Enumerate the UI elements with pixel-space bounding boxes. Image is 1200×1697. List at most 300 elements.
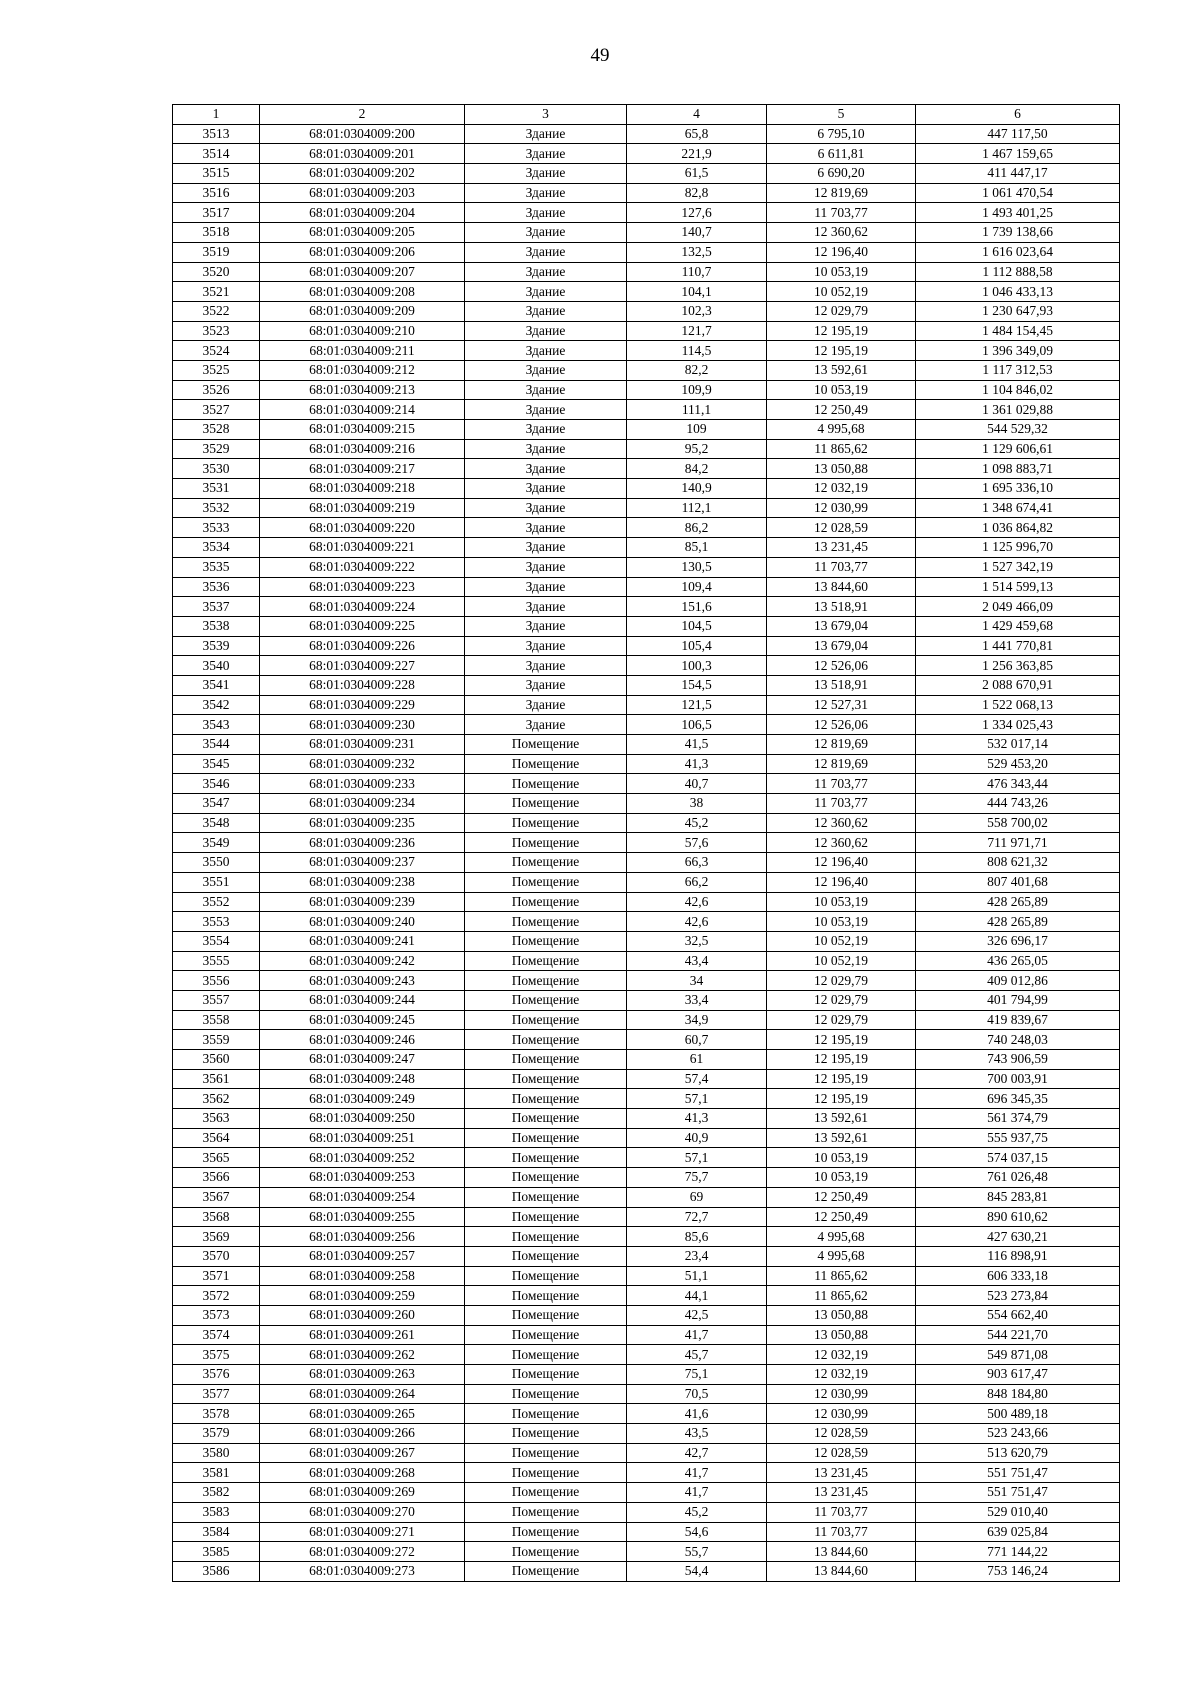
table-row — [173, 439, 1120, 459]
row-number-cell: 3563 — [173, 1109, 260, 1129]
table-row — [173, 341, 1120, 361]
cadastral-value-cell: 1 396 349,09 — [916, 341, 1120, 361]
object-type-cell: Помещение — [465, 1246, 627, 1266]
cadastral-value-cell: 523 273,84 — [916, 1286, 1120, 1306]
cadastral-number-cell: 68:01:0304009:240 — [260, 912, 465, 932]
specific-value-cell: 12 360,62 — [767, 833, 916, 853]
cadastral-value-cell: 1 046 433,13 — [916, 282, 1120, 302]
object-type-cell: Помещение — [465, 1443, 627, 1463]
row-number-cell: 3555 — [173, 951, 260, 971]
object-type-cell: Здание — [465, 203, 627, 223]
object-type-cell: Помещение — [465, 1424, 627, 1444]
object-type-cell: Помещение — [465, 872, 627, 892]
object-type-cell: Помещение — [465, 1305, 627, 1325]
cadastral-number-cell: 68:01:0304009:222 — [260, 557, 465, 577]
area-cell: 69 — [627, 1187, 767, 1207]
row-number-cell: 3539 — [173, 636, 260, 656]
cadastral-number-cell: 68:01:0304009:235 — [260, 813, 465, 833]
specific-value-cell: 13 231,45 — [767, 1483, 916, 1503]
area-cell: 75,7 — [627, 1168, 767, 1188]
object-type-cell: Помещение — [465, 1365, 627, 1385]
table-row — [173, 459, 1120, 479]
row-number-cell: 3528 — [173, 420, 260, 440]
row-number-cell: 3583 — [173, 1502, 260, 1522]
row-number-cell: 3566 — [173, 1168, 260, 1188]
row-number-cell: 3547 — [173, 794, 260, 814]
cadastral-number-cell: 68:01:0304009:211 — [260, 341, 465, 361]
table-row — [173, 420, 1120, 440]
cadastral-value-cell: 529 010,40 — [916, 1502, 1120, 1522]
table-row — [173, 656, 1120, 676]
row-number-cell: 3527 — [173, 400, 260, 420]
specific-value-cell: 10 052,19 — [767, 282, 916, 302]
row-number-cell: 3514 — [173, 144, 260, 164]
cadastral-number-cell: 68:01:0304009:256 — [260, 1227, 465, 1247]
area-cell: 75,1 — [627, 1365, 767, 1385]
specific-value-cell: 12 819,69 — [767, 754, 916, 774]
specific-value-cell: 12 250,49 — [767, 1207, 916, 1227]
table-row — [173, 794, 1120, 814]
object-type-cell: Помещение — [465, 951, 627, 971]
specific-value-cell: 13 592,61 — [767, 1109, 916, 1129]
object-type-cell: Помещение — [465, 1109, 627, 1129]
specific-value-cell: 11 865,62 — [767, 1266, 916, 1286]
cadastral-value-cell: 561 374,79 — [916, 1109, 1120, 1129]
cadastral-value-cell: 551 751,47 — [916, 1483, 1120, 1503]
specific-value-cell: 11 865,62 — [767, 1286, 916, 1306]
object-type-cell: Помещение — [465, 1502, 627, 1522]
cadastral-value-cell: 1 334 025,43 — [916, 715, 1120, 735]
row-number-cell: 3538 — [173, 616, 260, 636]
area-cell: 41,6 — [627, 1404, 767, 1424]
cadastral-value-cell: 436 265,05 — [916, 951, 1120, 971]
cadastral-value-cell: 1 616 023,64 — [916, 242, 1120, 262]
cadastral-number-cell: 68:01:0304009:220 — [260, 518, 465, 538]
object-type-cell: Здание — [465, 656, 627, 676]
specific-value-cell: 6 611,81 — [767, 144, 916, 164]
object-type-cell: Помещение — [465, 1069, 627, 1089]
cadastral-value-cell: 523 243,66 — [916, 1424, 1120, 1444]
object-type-cell: Здание — [465, 282, 627, 302]
cadastral-value-cell: 1 493 401,25 — [916, 203, 1120, 223]
specific-value-cell: 10 053,19 — [767, 892, 916, 912]
row-number-cell: 3541 — [173, 675, 260, 695]
object-type-cell: Помещение — [465, 1522, 627, 1542]
row-number-cell: 3548 — [173, 813, 260, 833]
cadastral-number-cell: 68:01:0304009:269 — [260, 1483, 465, 1503]
area-cell: 95,2 — [627, 439, 767, 459]
cadastral-value-cell: 532 017,14 — [916, 735, 1120, 755]
cadastral-number-cell: 68:01:0304009:268 — [260, 1463, 465, 1483]
cadastral-value-cell: 845 283,81 — [916, 1187, 1120, 1207]
area-cell: 66,3 — [627, 853, 767, 873]
row-number-cell: 3544 — [173, 735, 260, 755]
area-cell: 110,7 — [627, 262, 767, 282]
row-number-cell: 3570 — [173, 1246, 260, 1266]
cadastral-number-cell: 68:01:0304009:258 — [260, 1266, 465, 1286]
area-cell: 41,3 — [627, 754, 767, 774]
cadastral-value-cell: 700 003,91 — [916, 1069, 1120, 1089]
object-type-cell: Здание — [465, 715, 627, 735]
object-type-cell: Помещение — [465, 1325, 627, 1345]
cadastral-number-cell: 68:01:0304009:241 — [260, 931, 465, 951]
object-type-cell: Здание — [465, 341, 627, 361]
table-row — [173, 951, 1120, 971]
object-type-cell: Здание — [465, 439, 627, 459]
area-cell: 85,1 — [627, 538, 767, 558]
cadastral-value-cell: 409 012,86 — [916, 971, 1120, 991]
specific-value-cell: 10 052,19 — [767, 931, 916, 951]
row-number-cell: 3517 — [173, 203, 260, 223]
area-cell: 44,1 — [627, 1286, 767, 1306]
table-row — [173, 715, 1120, 735]
cadastral-number-cell: 68:01:0304009:242 — [260, 951, 465, 971]
area-cell: 41,3 — [627, 1109, 767, 1129]
specific-value-cell: 12 196,40 — [767, 872, 916, 892]
cadastral-number-cell: 68:01:0304009:217 — [260, 459, 465, 479]
cadastral-number-cell: 68:01:0304009:205 — [260, 223, 465, 243]
table-row — [173, 1168, 1120, 1188]
cadastral-value-cell: 890 610,62 — [916, 1207, 1120, 1227]
column-header: 2 — [260, 105, 465, 125]
table-header-row — [173, 105, 1120, 125]
table-body — [173, 124, 1120, 1581]
specific-value-cell: 10 053,19 — [767, 912, 916, 932]
area-cell: 33,4 — [627, 990, 767, 1010]
table-row — [173, 1483, 1120, 1503]
cadastral-value-cell: 1 522 068,13 — [916, 695, 1120, 715]
cadastral-value-cell: 1 429 459,68 — [916, 616, 1120, 636]
table-row — [173, 1522, 1120, 1542]
cadastral-number-cell: 68:01:0304009:272 — [260, 1542, 465, 1562]
row-number-cell: 3524 — [173, 341, 260, 361]
area-cell: 130,5 — [627, 557, 767, 577]
specific-value-cell: 11 703,77 — [767, 203, 916, 223]
table-row — [173, 557, 1120, 577]
cadastral-value-cell: 544 221,70 — [916, 1325, 1120, 1345]
object-type-cell: Здание — [465, 301, 627, 321]
specific-value-cell: 12 032,19 — [767, 479, 916, 499]
object-type-cell: Помещение — [465, 1010, 627, 1030]
object-type-cell: Здание — [465, 262, 627, 282]
cadastral-number-cell: 68:01:0304009:200 — [260, 124, 465, 144]
area-cell: 66,2 — [627, 872, 767, 892]
object-type-cell: Здание — [465, 124, 627, 144]
specific-value-cell: 13 844,60 — [767, 577, 916, 597]
area-cell: 114,5 — [627, 341, 767, 361]
row-number-cell: 3549 — [173, 833, 260, 853]
area-cell: 41,5 — [627, 735, 767, 755]
area-cell: 140,7 — [627, 223, 767, 243]
row-number-cell: 3556 — [173, 971, 260, 991]
specific-value-cell: 4 995,68 — [767, 1227, 916, 1247]
row-number-cell: 3519 — [173, 242, 260, 262]
cadastral-number-cell: 68:01:0304009:262 — [260, 1345, 465, 1365]
column-header: 6 — [916, 105, 1120, 125]
area-cell: 43,5 — [627, 1424, 767, 1444]
table-row — [173, 144, 1120, 164]
row-number-cell: 3551 — [173, 872, 260, 892]
cadastral-number-cell: 68:01:0304009:213 — [260, 380, 465, 400]
specific-value-cell: 13 231,45 — [767, 538, 916, 558]
specific-value-cell: 12 360,62 — [767, 813, 916, 833]
cadastral-number-cell: 68:01:0304009:255 — [260, 1207, 465, 1227]
specific-value-cell: 12 029,79 — [767, 990, 916, 1010]
object-type-cell: Здание — [465, 223, 627, 243]
area-cell: 54,4 — [627, 1561, 767, 1581]
area-cell: 104,5 — [627, 616, 767, 636]
table-row — [173, 321, 1120, 341]
area-cell: 132,5 — [627, 242, 767, 262]
column-header: 4 — [627, 105, 767, 125]
row-number-cell: 3521 — [173, 282, 260, 302]
specific-value-cell: 13 844,60 — [767, 1542, 916, 1562]
area-cell: 100,3 — [627, 656, 767, 676]
table-row — [173, 912, 1120, 932]
area-cell: 43,4 — [627, 951, 767, 971]
object-type-cell: Здание — [465, 164, 627, 184]
specific-value-cell: 13 050,88 — [767, 459, 916, 479]
object-type-cell: Здание — [465, 616, 627, 636]
cadastral-number-cell: 68:01:0304009:263 — [260, 1365, 465, 1385]
area-cell: 127,6 — [627, 203, 767, 223]
cadastral-number-cell: 68:01:0304009:271 — [260, 1522, 465, 1542]
table-row — [173, 931, 1120, 951]
area-cell: 41,7 — [627, 1325, 767, 1345]
specific-value-cell: 6 690,20 — [767, 164, 916, 184]
column-header: 1 — [173, 105, 260, 125]
object-type-cell: Помещение — [465, 774, 627, 794]
area-cell: 34,9 — [627, 1010, 767, 1030]
table-row — [173, 1424, 1120, 1444]
table-row — [173, 1502, 1120, 1522]
page-number: 49 — [590, 45, 610, 66]
cadastral-value-cell: 444 743,26 — [916, 794, 1120, 814]
cadastral-number-cell: 68:01:0304009:254 — [260, 1187, 465, 1207]
table-row — [173, 1010, 1120, 1030]
object-type-cell: Помещение — [465, 1128, 627, 1148]
specific-value-cell: 11 703,77 — [767, 774, 916, 794]
cadastral-number-cell: 68:01:0304009:264 — [260, 1384, 465, 1404]
cadastral-value-cell: 696 345,35 — [916, 1089, 1120, 1109]
cadastral-value-cell: 1 695 336,10 — [916, 479, 1120, 499]
table-row — [173, 301, 1120, 321]
cadastral-value-cell: 574 037,15 — [916, 1148, 1120, 1168]
cadastral-number-cell: 68:01:0304009:270 — [260, 1502, 465, 1522]
cadastral-value-cell: 1 125 996,70 — [916, 538, 1120, 558]
row-number-cell: 3567 — [173, 1187, 260, 1207]
cadastral-number-cell: 68:01:0304009:243 — [260, 971, 465, 991]
row-number-cell: 3533 — [173, 518, 260, 538]
cadastral-value-cell: 1 441 770,81 — [916, 636, 1120, 656]
object-type-cell: Помещение — [465, 1207, 627, 1227]
table-row — [173, 813, 1120, 833]
specific-value-cell: 12 250,49 — [767, 400, 916, 420]
object-type-cell: Помещение — [465, 853, 627, 873]
row-number-cell: 3569 — [173, 1227, 260, 1247]
cadastral-value-cell: 554 662,40 — [916, 1305, 1120, 1325]
table-row — [173, 1404, 1120, 1424]
table-row — [173, 538, 1120, 558]
table-row — [173, 872, 1120, 892]
table-row — [173, 1542, 1120, 1562]
row-number-cell: 3537 — [173, 597, 260, 617]
row-number-cell: 3578 — [173, 1404, 260, 1424]
column-header: 5 — [767, 105, 916, 125]
area-cell: 109,4 — [627, 577, 767, 597]
cadastral-number-cell: 68:01:0304009:201 — [260, 144, 465, 164]
specific-value-cell: 12 029,79 — [767, 971, 916, 991]
cadastral-value-cell: 401 794,99 — [916, 990, 1120, 1010]
row-number-cell: 3568 — [173, 1207, 260, 1227]
table-row — [173, 1365, 1120, 1385]
object-type-cell: Помещение — [465, 1168, 627, 1188]
cadastral-value-cell: 1 484 154,45 — [916, 321, 1120, 341]
table-row — [173, 754, 1120, 774]
cadastral-value-cell: 428 265,89 — [916, 892, 1120, 912]
table-row — [173, 853, 1120, 873]
table-row — [173, 1227, 1120, 1247]
row-number-cell: 3564 — [173, 1128, 260, 1148]
row-number-cell: 3526 — [173, 380, 260, 400]
table-row — [173, 1443, 1120, 1463]
specific-value-cell: 13 050,88 — [767, 1325, 916, 1345]
cadastral-value-cell: 551 751,47 — [916, 1463, 1120, 1483]
table-row — [173, 1286, 1120, 1306]
cadastral-value-cell: 419 839,67 — [916, 1010, 1120, 1030]
area-cell: 82,8 — [627, 183, 767, 203]
object-type-cell: Помещение — [465, 1542, 627, 1562]
cadastral-number-cell: 68:01:0304009:253 — [260, 1168, 465, 1188]
cadastral-number-cell: 68:01:0304009:214 — [260, 400, 465, 420]
specific-value-cell: 12 360,62 — [767, 223, 916, 243]
row-number-cell: 3546 — [173, 774, 260, 794]
area-cell: 40,7 — [627, 774, 767, 794]
table-row — [173, 1266, 1120, 1286]
table-row — [173, 616, 1120, 636]
area-cell: 54,6 — [627, 1522, 767, 1542]
area-cell: 61 — [627, 1050, 767, 1070]
cadastral-number-cell: 68:01:0304009:224 — [260, 597, 465, 617]
object-type-cell: Помещение — [465, 1050, 627, 1070]
cadastral-number-cell: 68:01:0304009:252 — [260, 1148, 465, 1168]
area-cell: 86,2 — [627, 518, 767, 538]
row-number-cell: 3575 — [173, 1345, 260, 1365]
cadastral-value-cell: 1 739 138,66 — [916, 223, 1120, 243]
row-number-cell: 3582 — [173, 1483, 260, 1503]
area-cell: 109,9 — [627, 380, 767, 400]
cadastral-number-cell: 68:01:0304009:208 — [260, 282, 465, 302]
specific-value-cell: 13 844,60 — [767, 1561, 916, 1581]
row-number-cell: 3557 — [173, 990, 260, 1010]
cadastral-value-cell: 761 026,48 — [916, 1168, 1120, 1188]
cadastral-number-cell: 68:01:0304009:265 — [260, 1404, 465, 1424]
object-type-cell: Помещение — [465, 833, 627, 853]
object-type-cell: Помещение — [465, 912, 627, 932]
area-cell: 106,5 — [627, 715, 767, 735]
table-row — [173, 695, 1120, 715]
cadastral-number-cell: 68:01:0304009:267 — [260, 1443, 465, 1463]
row-number-cell: 3542 — [173, 695, 260, 715]
object-type-cell: Здание — [465, 360, 627, 380]
table-row — [173, 400, 1120, 420]
cadastral-value-cell: 740 248,03 — [916, 1030, 1120, 1050]
cadastral-value-cell: 1 117 312,53 — [916, 360, 1120, 380]
row-number-cell: 3540 — [173, 656, 260, 676]
cadastral-number-cell: 68:01:0304009:227 — [260, 656, 465, 676]
table-row — [173, 1207, 1120, 1227]
object-type-cell: Здание — [465, 242, 627, 262]
table-row — [173, 833, 1120, 853]
cadastral-number-cell: 68:01:0304009:230 — [260, 715, 465, 735]
cadastral-value-cell: 1 256 363,85 — [916, 656, 1120, 676]
area-cell: 221,9 — [627, 144, 767, 164]
object-type-cell: Помещение — [465, 1384, 627, 1404]
cadastral-number-cell: 68:01:0304009:248 — [260, 1069, 465, 1089]
cadastral-number-cell: 68:01:0304009:209 — [260, 301, 465, 321]
specific-value-cell: 11 703,77 — [767, 1502, 916, 1522]
specific-value-cell: 12 250,49 — [767, 1187, 916, 1207]
object-type-cell: Помещение — [465, 990, 627, 1010]
object-type-cell: Помещение — [465, 813, 627, 833]
object-type-cell: Здание — [465, 498, 627, 518]
cadastral-value-cell: 555 937,75 — [916, 1128, 1120, 1148]
row-number-cell: 3580 — [173, 1443, 260, 1463]
table-row — [173, 1148, 1120, 1168]
area-cell: 61,5 — [627, 164, 767, 184]
specific-value-cell: 13 518,91 — [767, 675, 916, 695]
row-number-cell: 3552 — [173, 892, 260, 912]
object-type-cell: Здание — [465, 577, 627, 597]
cadastral-value-cell: 428 265,89 — [916, 912, 1120, 932]
cadastral-value-cell: 326 696,17 — [916, 931, 1120, 951]
specific-value-cell: 12 819,69 — [767, 183, 916, 203]
specific-value-cell: 13 050,88 — [767, 1305, 916, 1325]
cadastral-value-cell: 1 036 864,82 — [916, 518, 1120, 538]
table-row — [173, 360, 1120, 380]
area-cell: 41,7 — [627, 1483, 767, 1503]
table-row — [173, 1325, 1120, 1345]
cadastral-number-cell: 68:01:0304009:250 — [260, 1109, 465, 1129]
cadastral-value-cell: 116 898,91 — [916, 1246, 1120, 1266]
specific-value-cell: 12 195,19 — [767, 1030, 916, 1050]
row-number-cell: 3523 — [173, 321, 260, 341]
object-type-cell: Помещение — [465, 794, 627, 814]
cadastral-value-cell: 743 906,59 — [916, 1050, 1120, 1070]
area-cell: 105,4 — [627, 636, 767, 656]
cadastral-number-cell: 68:01:0304009:210 — [260, 321, 465, 341]
object-type-cell: Помещение — [465, 1404, 627, 1424]
specific-value-cell: 12 196,40 — [767, 242, 916, 262]
area-cell: 121,5 — [627, 695, 767, 715]
cadastral-number-cell: 68:01:0304009:215 — [260, 420, 465, 440]
cadastral-number-cell: 68:01:0304009:244 — [260, 990, 465, 1010]
object-type-cell: Здание — [465, 183, 627, 203]
cadastral-number-cell: 68:01:0304009:218 — [260, 479, 465, 499]
cadastral-number-cell: 68:01:0304009:229 — [260, 695, 465, 715]
cadastral-number-cell: 68:01:0304009:246 — [260, 1030, 465, 1050]
table-row — [173, 1050, 1120, 1070]
table-row — [173, 1109, 1120, 1129]
table-row — [173, 518, 1120, 538]
area-cell: 72,7 — [627, 1207, 767, 1227]
table-row — [173, 577, 1120, 597]
specific-value-cell: 12 527,31 — [767, 695, 916, 715]
cadastral-value-cell: 2 049 466,09 — [916, 597, 1120, 617]
specific-value-cell: 12 526,06 — [767, 715, 916, 735]
cadastral-number-cell: 68:01:0304009:260 — [260, 1305, 465, 1325]
cadastral-value-cell: 427 630,21 — [916, 1227, 1120, 1247]
